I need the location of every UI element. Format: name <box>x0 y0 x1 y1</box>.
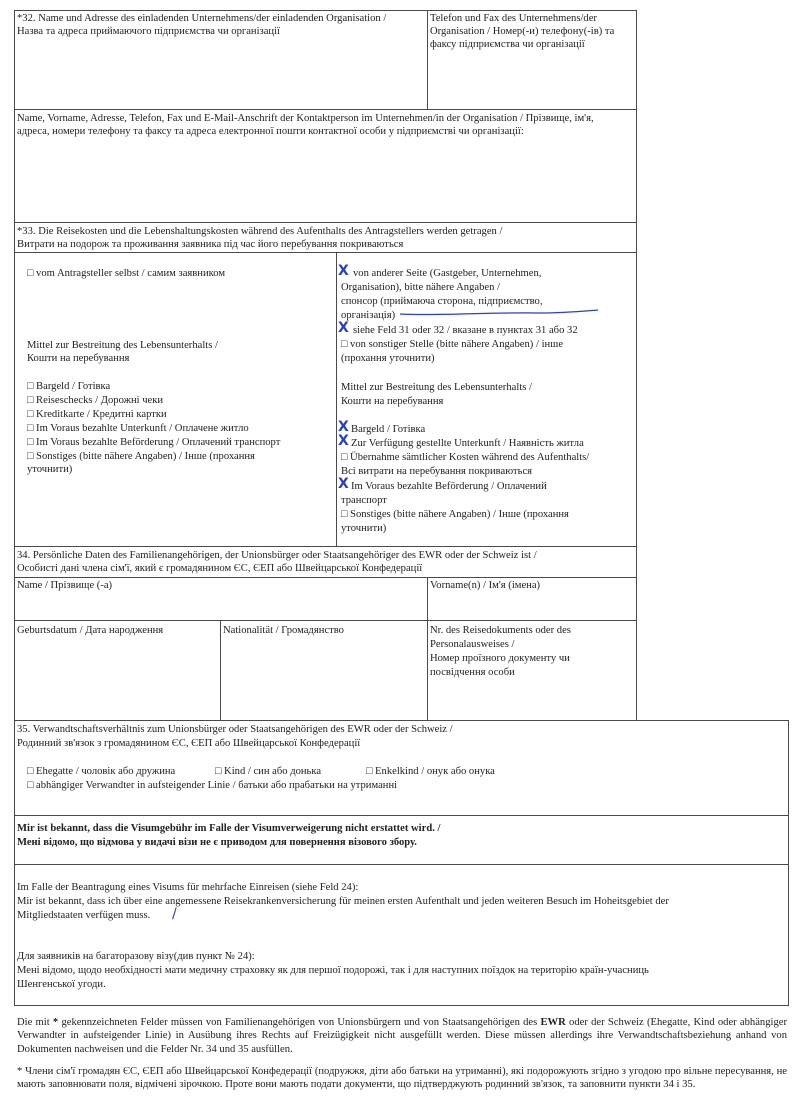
footnote-german-part2: gekennzeichneten Felder müssen von Familienangehörigen von Unionsbürgern und von Staatsangehörigen des <box>58 1017 541 1028</box>
s33-sponsor-checkbox[interactable]: von anderer Seite (Gastgeber, Unternehmen, <box>353 268 542 279</box>
s33-feld-checkbox[interactable]: siehe Feld 31 oder 32 / вказане в пунктах 31 або 32 <box>353 325 578 336</box>
s35-child-checkbox[interactable]: □ Kind / син або донька <box>215 766 322 777</box>
footnote-ukrainian: * Члени сім'ї громадян ЄС, ЄЕП або Швейцарської Конфедерації (подружжя, діти або батьки на утриманні), які подорожують згідно з угодою про вільне пересування, не мають заповнювати поля, відмічені зірочкою. Проте вони мають подати документи, що підтверджують родинний зв'язок, та заповнити пункти 34 і 35. <box>17 1066 787 1091</box>
s33-divider <box>336 252 337 546</box>
s33-other-source-checkbox[interactable]: □ von sonstiger Stelle (bitte nähere Angaben) / інше <box>341 339 564 350</box>
s33-sponsor-line4: організація) <box>341 310 396 321</box>
s33-right-accommodation-checkbox[interactable]: Zur Verfügung gestellte Unterkunft / Наявність житла <box>351 438 584 449</box>
s33-all-costs-checkbox[interactable]: □ Übernahme sämtlicher Kosten während des Aufenthalts/ <box>341 452 590 463</box>
s32-host-org-label: *32. Name und Adresse des einladenden Unternehmens/der einladenden Organisation / Назва та адреса приймаючого підприємства чи організації <box>17 13 387 38</box>
s33-left-means-label: Mittel zur Bestreitung des Lebensunterhalts / <box>27 340 218 351</box>
s33-other-source-line2: (прохання уточнити) <box>341 353 435 364</box>
form-right-border-lower <box>788 720 789 1006</box>
multi-entry-text-end: Mitgliedstaaten verfügen muss. <box>17 910 151 921</box>
s33-right-cash-checkbox[interactable]: Bargeld / Готівка <box>351 424 426 435</box>
fee-statement: Mir ist bekannt, dass die Visumgebühr im Falle der Visumverweigerung nicht erstattet wird. / <box>17 823 441 834</box>
s33-left-transport-checkbox[interactable]: □ Im Voraus bezahlte Beförderung / Оплачений транспорт <box>27 437 281 448</box>
s33-sponsor-line3: спонсор (приймаюча сторона, підприємство, <box>341 296 543 307</box>
s34-first-name-field[interactable]: Vorname(n) / Ім'я (імена) <box>430 580 541 591</box>
multi-entry-text-uk: Мені відомо, щодо необхідності мати медичну страховку як для першої подорожі, так і для наступних поїздок на територію країн-учасниць <box>17 965 649 976</box>
s33-left-accommodation-checkbox[interactable]: □ Im Voraus bezahlte Unterkunft / Оплачене житло <box>27 423 249 434</box>
s34-title: 34. Persönliche Daten des Familienangehörigen, der Unionsbürger oder Staatsangehöriger des EWR oder der Schweiz ist / <box>17 550 537 561</box>
multi-entry-text: Mir ist bekannt, dass ich über eine angemessene Reisekrankenversicherung für meinen ersten Aufenthalt und jeden weiteren Besuch im Hoheitsgebiet der <box>17 896 669 907</box>
s33-right-means-label: Mittel zur Bestreitung des Lebensunterhalts / <box>341 382 532 393</box>
s33-self-checkbox[interactable]: □ vom Antragsteller selbst / самим заявником <box>27 268 226 279</box>
checkmark-accommodation: X <box>338 433 349 449</box>
s33-right-transport-line2: транспорт <box>341 495 387 506</box>
s34-row-line <box>14 620 637 621</box>
s32-row-line <box>14 109 637 110</box>
s33-right-transport-checkbox[interactable]: Im Voraus bezahlte Beförderung / Оплачений <box>351 481 547 492</box>
footnote-german <box>17 1016 787 1056</box>
s35-end-line <box>14 815 789 816</box>
s34-end-line <box>14 720 789 721</box>
checkmark-sponsor: X <box>338 263 349 279</box>
s33-right-other-line2: уточнити) <box>341 523 387 534</box>
fee-statement-uk: Мені відомо, що відмова у видачі візи не є приводом для повернення візового збору. <box>17 837 417 848</box>
s32-divider <box>427 10 428 110</box>
s35-title-uk: Родинний зв'язок з громадянином ЄС, ЄЕП або Швейцарської Конфедерації <box>17 738 361 749</box>
footnote-ewr: EWR <box>540 1017 566 1028</box>
s34-document-line4: посвідчення особи <box>430 667 515 678</box>
s35-spouse-checkbox[interactable]: □ Ehegatte / чоловік або дружина <box>27 766 176 777</box>
checkmark-cash: X <box>338 419 349 435</box>
fee-end-line <box>14 864 789 865</box>
s33-left-cash-checkbox[interactable]: □ Bargeld / Готівка <box>27 381 111 392</box>
s32-phone-fax-label: Telefon und Fax des Unternehmens/der Organisation / Номер(-и) телефону(-ів) та факсу підприємства чи організації <box>430 13 615 51</box>
s33-right-other-checkbox[interactable]: □ Sonstiges (bitte nähere Angaben) / Інше (прохання <box>341 509 569 520</box>
footnote-german-part3: oder der Schweiz (Ehegatte, Kind oder abhängiger Verwandter in aufsteigender Linie) in Ausübung ihres Rechts auf Freizügigkeit nicht ausgefüllt werden. Diese müssen allerdings ihre Verwandtschaftsbeziehung anhand von Dokumenten nachweisen und die Felder Nr. 34 und 35 ausfüllen. <box>17 1017 787 1055</box>
form-left-border <box>14 10 15 1006</box>
s34-divider-right <box>427 577 428 721</box>
s33-title-uk: Витрати на подорож та проживання заявника під час його перебування покриваються <box>17 239 404 250</box>
s33-left-means-label-uk: Кошти на перебування <box>27 353 130 364</box>
s34-divider-mid <box>220 620 221 721</box>
s33-left-other-continued: уточнити) <box>27 464 73 475</box>
s33-end-line <box>14 546 637 547</box>
s34-birth-date-field[interactable]: Geburtsdatum / Дата народження <box>17 625 164 636</box>
s35-grandchild-checkbox[interactable]: □ Enkelkind / онук або онука <box>366 766 495 777</box>
s34-nationality-field[interactable]: Nationalität / Громадянство <box>223 625 344 636</box>
multi-entry-text-uk-end: Шенгенської угоди. <box>17 979 106 990</box>
s34-title-line <box>14 577 637 578</box>
footnote-german-part1: Die mit <box>17 1017 53 1028</box>
s34-name-field[interactable]: Name / Прізвище (-а) <box>17 580 113 591</box>
handwritten-underline <box>340 305 600 319</box>
multi-entry-heading-uk: Для заявників на багаторазову візу(див пункт № 24): <box>17 951 255 962</box>
checkmark-transport: X <box>338 476 349 492</box>
handwritten-slash: / <box>172 906 177 922</box>
s35-dependent-checkbox[interactable]: □ abhängiger Verwandter in aufsteigender Linie / батьки або прабатьки на утриманні <box>27 780 398 791</box>
s33-left-card-checkbox[interactable]: □ Kreditkarte / Кредитні картки <box>27 409 167 420</box>
s32-end-line <box>14 222 637 223</box>
form-right-border <box>636 10 637 721</box>
s34-document-line2: Personalausweises / <box>430 639 515 650</box>
multi-entry-heading: Im Falle der Beantragung eines Visums für mehrfache Einreisen (siehe Feld 24): <box>17 882 359 893</box>
s35-title: 35. Verwandtschaftsverhältnis zum Unionsbürger oder Staatsangehörigen des EWR oder der Schweiz / <box>17 724 453 735</box>
s33-title: *33. Die Reisekosten und die Lebenshaltungskosten während des Aufenthalts des Antragstellers werden getragen / <box>17 226 503 237</box>
s34-document-number-field[interactable]: Nr. des Reisedokuments oder des <box>430 625 571 636</box>
s33-sponsor-line2: Organisation), bitte nähere Angaben / <box>341 282 500 293</box>
checkmark-feld: X <box>338 320 349 336</box>
s34-document-line3: Номер проїзного документу чи <box>430 653 570 664</box>
s34-title-uk: Особисті дані члена сім'ї, який є громадянином ЄС, ЄЕП або Швейцарської Конфедерації <box>17 563 423 574</box>
s33-right-means-label-uk: Кошти на перебування <box>341 396 444 407</box>
s32-contact-label: Name, Vorname, Adresse, Telefon, Fax und E-Mail-Anschrift der Kontaktperson im Unternehmen/in der Organisation / Прізвище, ім'я, адреса, номери телефону та факсу та адреса електронної пошти контактної особи у підприємстві чи організації: <box>17 113 594 138</box>
footnote-star: * <box>52 1017 59 1028</box>
s33-left-cheques-checkbox[interactable]: □ Reiseschecks / Дорожні чеки <box>27 395 164 406</box>
form-bottom-border <box>14 1005 789 1006</box>
s33-all-costs-line2: Всі витрати на перебування покриваються <box>341 466 533 477</box>
s33-title-line <box>14 252 637 253</box>
form-top-border <box>14 10 637 11</box>
s33-left-other-checkbox[interactable]: □ Sonstiges (bitte nähere Angaben) / Інше (прохання <box>27 451 255 462</box>
